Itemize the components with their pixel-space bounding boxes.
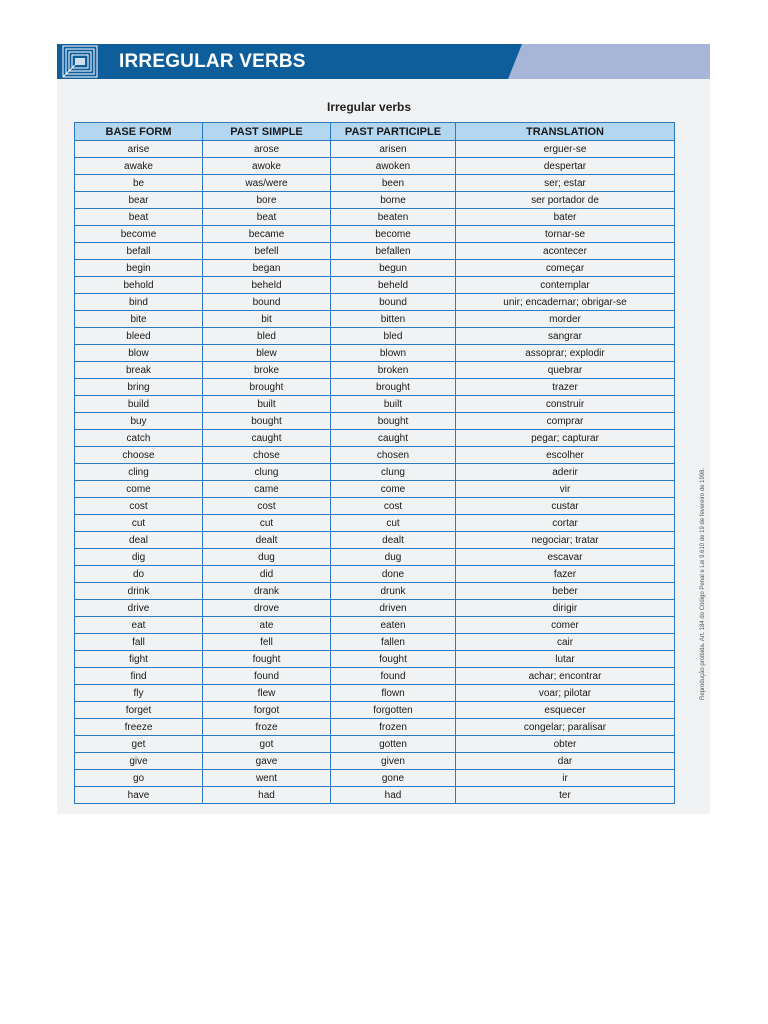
- past-participle-cell: begun: [331, 260, 456, 277]
- table-row: [75, 345, 675, 362]
- translation-cell: morder: [456, 311, 675, 328]
- past-simple-cell: drank: [203, 583, 331, 600]
- translation-cell: sangrar: [456, 328, 675, 345]
- base-form-cell: give: [75, 753, 203, 770]
- base-form-cell: become: [75, 226, 203, 243]
- base-form-cell: be: [75, 175, 203, 192]
- past-participle-cell: broken: [331, 362, 456, 379]
- past-participle-cell: found: [331, 668, 456, 685]
- table-row: [75, 719, 675, 736]
- base-form-cell: behold: [75, 277, 203, 294]
- translation-cell: cair: [456, 634, 675, 651]
- base-form-cell: catch: [75, 430, 203, 447]
- table-row: [75, 192, 675, 209]
- past-simple-cell: did: [203, 566, 331, 583]
- translation-cell: comprar: [456, 413, 675, 430]
- translation-cell: despertar: [456, 158, 675, 175]
- past-participle-cell: flown: [331, 685, 456, 702]
- table-row: [75, 515, 675, 532]
- past-participle-cell: been: [331, 175, 456, 192]
- past-participle-cell: fought: [331, 651, 456, 668]
- page-title: IRREGULAR VERBS: [119, 51, 306, 72]
- table-row: [75, 651, 675, 668]
- past-participle-cell: caught: [331, 430, 456, 447]
- base-form-cell: do: [75, 566, 203, 583]
- past-simple-cell: found: [203, 668, 331, 685]
- past-simple-cell: bit: [203, 311, 331, 328]
- past-simple-cell: caught: [203, 430, 331, 447]
- base-form-cell: choose: [75, 447, 203, 464]
- past-simple-cell: bled: [203, 328, 331, 345]
- base-form-cell: come: [75, 481, 203, 498]
- past-participle-cell: cost: [331, 498, 456, 515]
- past-participle-cell: bound: [331, 294, 456, 311]
- past-simple-cell: clung: [203, 464, 331, 481]
- past-simple-cell: cost: [203, 498, 331, 515]
- base-form-cell: cut: [75, 515, 203, 532]
- table-row: [75, 549, 675, 566]
- translation-cell: negociar; tratar: [456, 532, 675, 549]
- table-row: [75, 226, 675, 243]
- table-row: [75, 617, 675, 634]
- header-bar: [57, 44, 710, 79]
- past-participle-cell: frozen: [331, 719, 456, 736]
- past-participle-cell: chosen: [331, 447, 456, 464]
- base-form-cell: freeze: [75, 719, 203, 736]
- past-participle-cell: given: [331, 753, 456, 770]
- past-simple-cell: froze: [203, 719, 331, 736]
- past-simple-cell: beat: [203, 209, 331, 226]
- document-page: [57, 44, 710, 814]
- base-form-cell: fight: [75, 651, 203, 668]
- past-simple-cell: came: [203, 481, 331, 498]
- past-simple-cell: got: [203, 736, 331, 753]
- translation-cell: ter: [456, 787, 675, 804]
- translation-cell: obter: [456, 736, 675, 753]
- base-form-cell: get: [75, 736, 203, 753]
- past-simple-cell: went: [203, 770, 331, 787]
- past-simple-cell: bound: [203, 294, 331, 311]
- table-row: [75, 311, 675, 328]
- past-participle-cell: beaten: [331, 209, 456, 226]
- table-row: [75, 702, 675, 719]
- table-row: [75, 158, 675, 175]
- table-body: [75, 141, 675, 804]
- past-simple-cell: began: [203, 260, 331, 277]
- past-simple-cell: cut: [203, 515, 331, 532]
- past-participle-cell: bitten: [331, 311, 456, 328]
- past-simple-cell: dug: [203, 549, 331, 566]
- table-row: [75, 430, 675, 447]
- table-row: [75, 600, 675, 617]
- translation-cell: fazer: [456, 566, 675, 583]
- translation-cell: comer: [456, 617, 675, 634]
- past-simple-cell: ate: [203, 617, 331, 634]
- translation-cell: congelar; paralisar: [456, 719, 675, 736]
- translation-cell: escavar: [456, 549, 675, 566]
- translation-cell: assoprar; explodir: [456, 345, 675, 362]
- table-title: Irregular verbs: [327, 100, 412, 114]
- table-row: [75, 243, 675, 260]
- translation-cell: escolher: [456, 447, 675, 464]
- base-form-cell: fly: [75, 685, 203, 702]
- past-participle-cell: had: [331, 787, 456, 804]
- base-form-cell: drive: [75, 600, 203, 617]
- base-form-cell: arise: [75, 141, 203, 158]
- translation-cell: quebrar: [456, 362, 675, 379]
- past-simple-cell: arose: [203, 141, 331, 158]
- past-participle-cell: awoken: [331, 158, 456, 175]
- translation-cell: erguer-se: [456, 141, 675, 158]
- translation-cell: beber: [456, 583, 675, 600]
- translation-cell: ser; estar: [456, 175, 675, 192]
- table-row: [75, 634, 675, 651]
- table-row: [75, 464, 675, 481]
- past-participle-cell: gotten: [331, 736, 456, 753]
- base-form-cell: find: [75, 668, 203, 685]
- past-simple-cell: awoke: [203, 158, 331, 175]
- base-form-cell: eat: [75, 617, 203, 634]
- table-row: [75, 685, 675, 702]
- base-form-cell: cost: [75, 498, 203, 515]
- base-form-cell: build: [75, 396, 203, 413]
- translation-cell: achar; encontrar: [456, 668, 675, 685]
- past-simple-cell: drove: [203, 600, 331, 617]
- table-row: [75, 277, 675, 294]
- past-participle-cell: brought: [331, 379, 456, 396]
- past-simple-cell: bore: [203, 192, 331, 209]
- past-participle-cell: borne: [331, 192, 456, 209]
- translation-cell: custar: [456, 498, 675, 515]
- translation-cell: ser portador de: [456, 192, 675, 209]
- translation-cell: construir: [456, 396, 675, 413]
- base-form-cell: go: [75, 770, 203, 787]
- translation-cell: começar: [456, 260, 675, 277]
- past-simple-cell: became: [203, 226, 331, 243]
- table-row: [75, 447, 675, 464]
- past-participle-cell: come: [331, 481, 456, 498]
- past-participle-cell: fallen: [331, 634, 456, 651]
- irregular-verbs-table: [74, 122, 675, 804]
- table-row: [75, 209, 675, 226]
- table-header-row: [75, 123, 675, 141]
- past-simple-cell: beheld: [203, 277, 331, 294]
- base-form-cell: buy: [75, 413, 203, 430]
- past-simple-cell: fought: [203, 651, 331, 668]
- table-row: [75, 260, 675, 277]
- table-row: [75, 583, 675, 600]
- past-simple-cell: blew: [203, 345, 331, 362]
- table-row: [75, 668, 675, 685]
- copyright-note: Reprodução proibida. Art. 184 do Código Penal e Lei 9.610 de 19 de fevereiro de 1998.: [700, 467, 706, 700]
- past-participle-cell: built: [331, 396, 456, 413]
- past-participle-cell: arisen: [331, 141, 456, 158]
- past-participle-cell: bled: [331, 328, 456, 345]
- past-simple-cell: gave: [203, 753, 331, 770]
- translation-cell: cortar: [456, 515, 675, 532]
- past-simple-cell: broke: [203, 362, 331, 379]
- translation-cell: contemplar: [456, 277, 675, 294]
- translation-cell: unir; encadernar; obrigar-se: [456, 294, 675, 311]
- table-row: [75, 396, 675, 413]
- translation-cell: bater: [456, 209, 675, 226]
- past-simple-cell: chose: [203, 447, 331, 464]
- base-form-cell: begin: [75, 260, 203, 277]
- base-form-cell: have: [75, 787, 203, 804]
- past-participle-cell: bought: [331, 413, 456, 430]
- past-participle-cell: befallen: [331, 243, 456, 260]
- base-form-cell: dig: [75, 549, 203, 566]
- past-participle-cell: forgotten: [331, 702, 456, 719]
- base-form-cell: break: [75, 362, 203, 379]
- base-form-cell: blow: [75, 345, 203, 362]
- translation-cell: esquecer: [456, 702, 675, 719]
- table-row: [75, 379, 675, 396]
- past-simple-cell: fell: [203, 634, 331, 651]
- past-participle-cell: become: [331, 226, 456, 243]
- stacked-squares-logo-icon: [61, 44, 99, 79]
- translation-cell: vir: [456, 481, 675, 498]
- table-row: [75, 787, 675, 804]
- base-form-cell: befall: [75, 243, 203, 260]
- translation-cell: lutar: [456, 651, 675, 668]
- base-form-cell: deal: [75, 532, 203, 549]
- past-participle-cell: done: [331, 566, 456, 583]
- table-row: [75, 566, 675, 583]
- past-participle-cell: drunk: [331, 583, 456, 600]
- table-row: [75, 294, 675, 311]
- past-participle-cell: dug: [331, 549, 456, 566]
- base-form-cell: cling: [75, 464, 203, 481]
- past-simple-cell: forgot: [203, 702, 331, 719]
- table-row: [75, 413, 675, 430]
- base-form-cell: bind: [75, 294, 203, 311]
- past-simple-cell: flew: [203, 685, 331, 702]
- translation-cell: tornar-se: [456, 226, 675, 243]
- translation-cell: dar: [456, 753, 675, 770]
- past-participle-cell: eaten: [331, 617, 456, 634]
- base-form-cell: bleed: [75, 328, 203, 345]
- base-form-cell: bear: [75, 192, 203, 209]
- translation-cell: ir: [456, 770, 675, 787]
- table-row: [75, 481, 675, 498]
- past-simple-cell: dealt: [203, 532, 331, 549]
- past-simple-cell: built: [203, 396, 331, 413]
- table-row: [75, 498, 675, 515]
- translation-cell: acontecer: [456, 243, 675, 260]
- past-participle-cell: driven: [331, 600, 456, 617]
- table-row: [75, 770, 675, 787]
- base-form-cell: bite: [75, 311, 203, 328]
- past-simple-cell: was/were: [203, 175, 331, 192]
- past-simple-cell: had: [203, 787, 331, 804]
- past-participle-cell: blown: [331, 345, 456, 362]
- past-simple-cell: brought: [203, 379, 331, 396]
- base-form-cell: bring: [75, 379, 203, 396]
- column-header: TRANSLATION: [456, 123, 675, 141]
- table-row: [75, 141, 675, 158]
- past-participle-cell: gone: [331, 770, 456, 787]
- past-simple-cell: bought: [203, 413, 331, 430]
- table-row: [75, 328, 675, 345]
- past-participle-cell: clung: [331, 464, 456, 481]
- base-form-cell: awake: [75, 158, 203, 175]
- past-participle-cell: dealt: [331, 532, 456, 549]
- past-participle-cell: cut: [331, 515, 456, 532]
- table-row: [75, 736, 675, 753]
- column-header: PAST SIMPLE: [203, 123, 331, 141]
- past-participle-cell: beheld: [331, 277, 456, 294]
- translation-cell: voar; pilotar: [456, 685, 675, 702]
- table-row: [75, 362, 675, 379]
- base-form-cell: fall: [75, 634, 203, 651]
- translation-cell: aderir: [456, 464, 675, 481]
- translation-cell: pegar; capturar: [456, 430, 675, 447]
- translation-cell: dirigir: [456, 600, 675, 617]
- column-header: BASE FORM: [75, 123, 203, 141]
- past-simple-cell: befell: [203, 243, 331, 260]
- table-row: [75, 532, 675, 549]
- table-row: [75, 753, 675, 770]
- translation-cell: trazer: [456, 379, 675, 396]
- base-form-cell: drink: [75, 583, 203, 600]
- base-form-cell: forget: [75, 702, 203, 719]
- base-form-cell: beat: [75, 209, 203, 226]
- table-row: [75, 175, 675, 192]
- column-header: PAST PARTICIPLE: [331, 123, 456, 141]
